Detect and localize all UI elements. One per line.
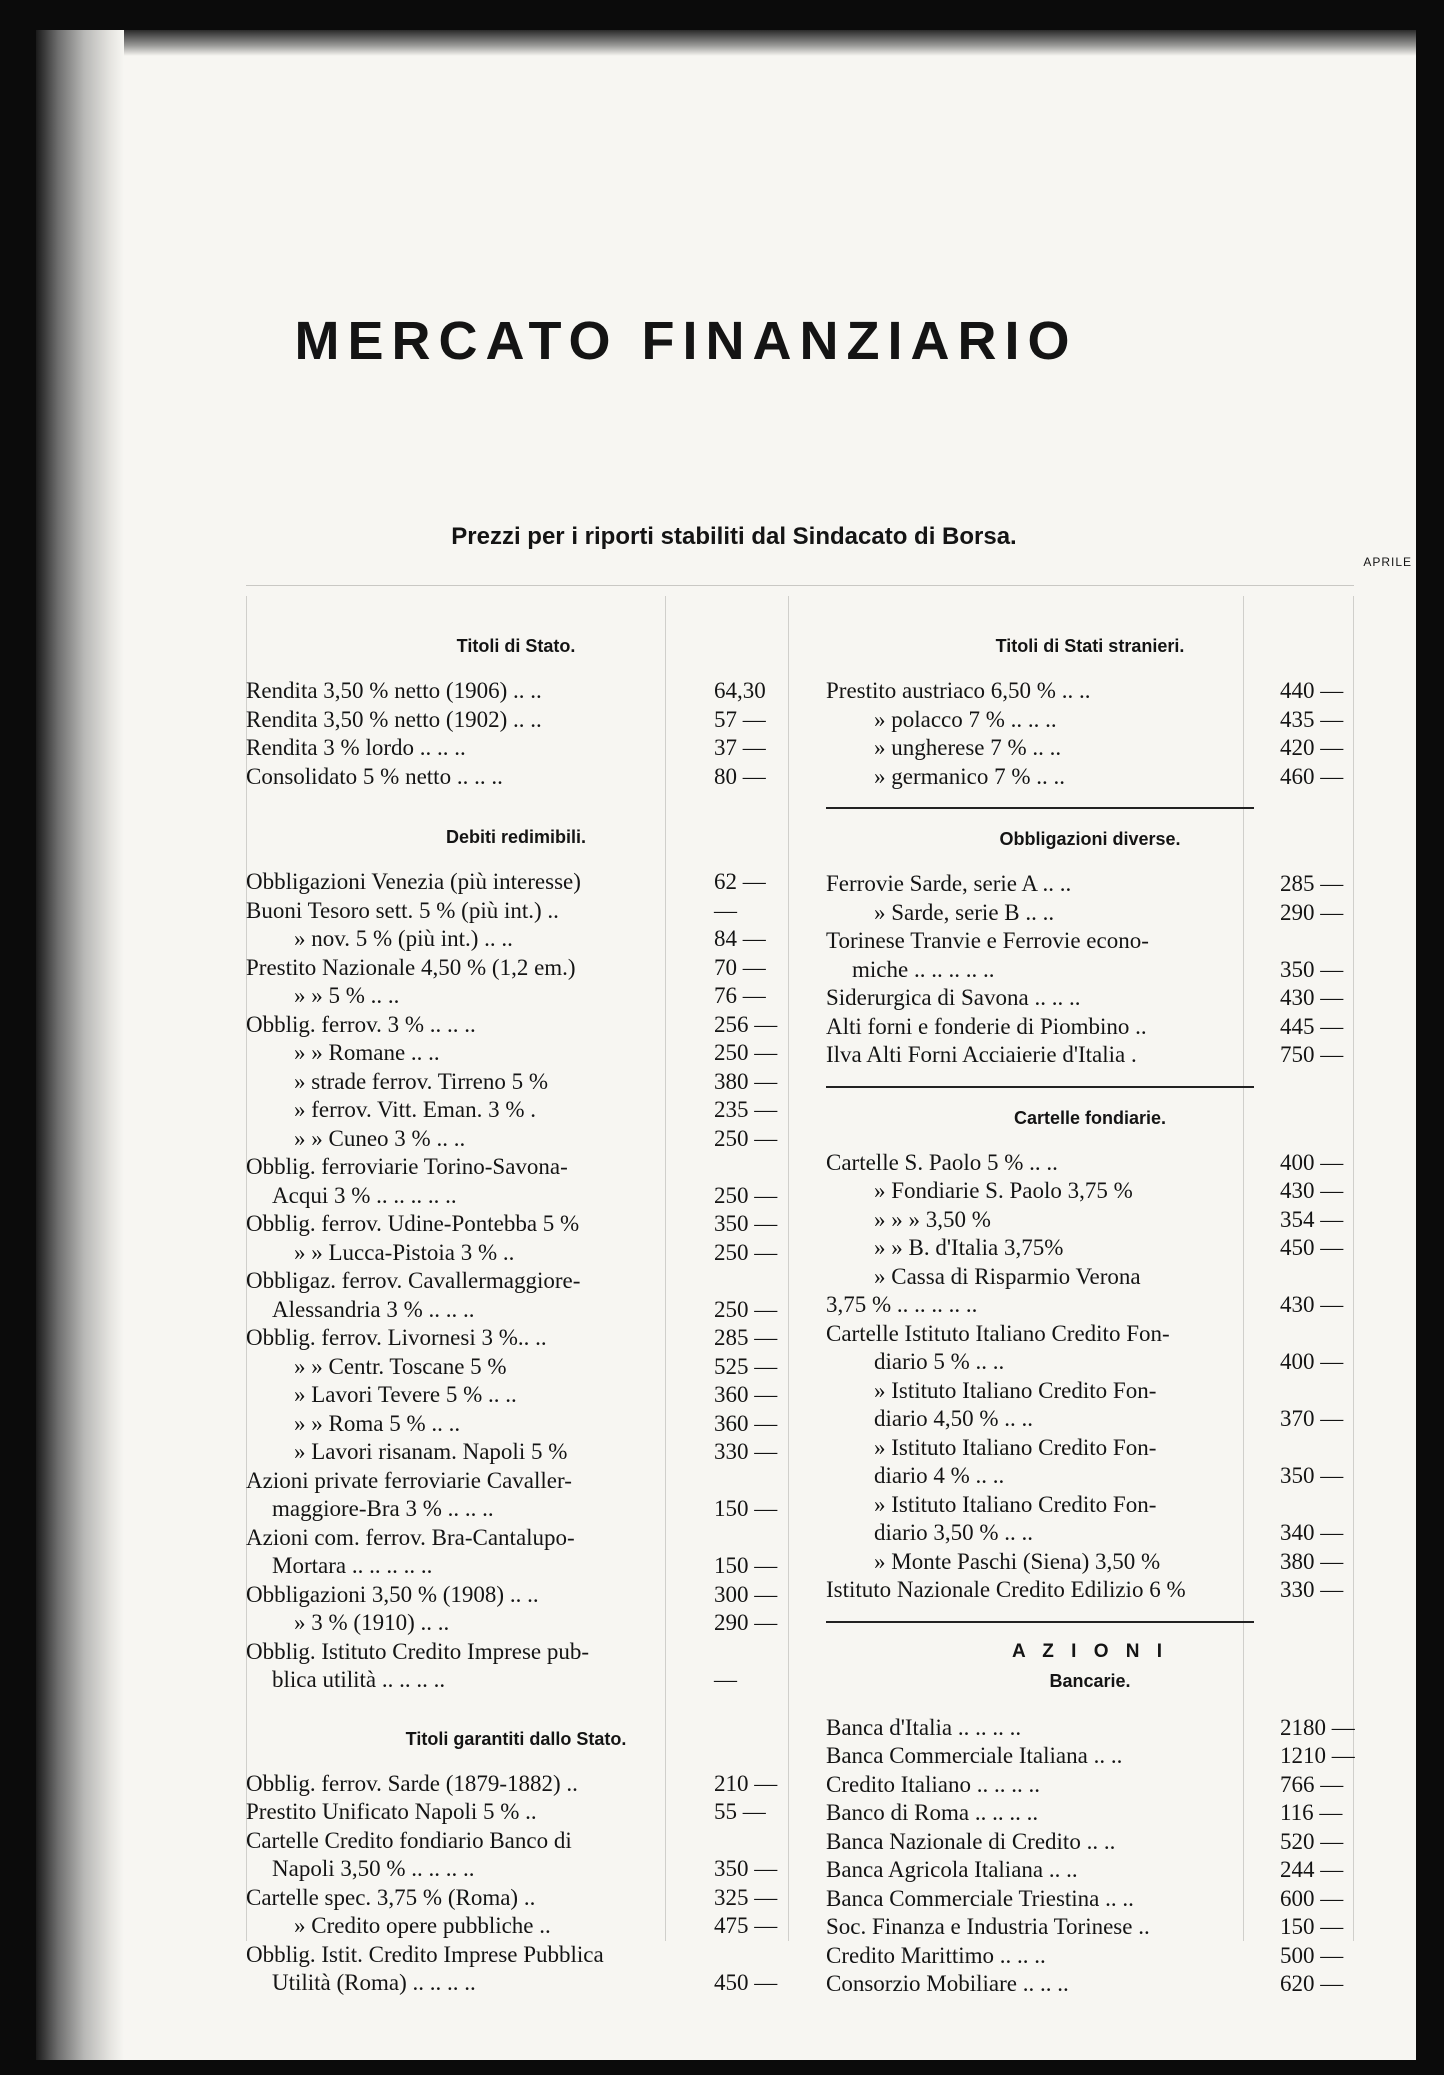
security-name: » 3 % (1910) .. ..: [294, 1610, 450, 1635]
security-name: Credito Italiano .. .. .. ..: [826, 1771, 1040, 1797]
price-value: 350 —: [714, 1856, 778, 1881]
section-heading: Titoli di Stati stranieri.: [995, 636, 1185, 656]
security-name: diario 5 % .. ..: [874, 1349, 1005, 1374]
price-value: —: [714, 1667, 737, 1692]
security-name: Obblig. Istituto Credito Imprese pub-: [246, 1638, 590, 1664]
security-name: Obblig. ferroviarie Torino-Savona-: [246, 1154, 568, 1179]
price-value: 766 —: [1280, 1771, 1344, 1797]
section-divider: [826, 1621, 1254, 1623]
security-name: Obbligazioni 3,50 % (1908) .. ..: [246, 1581, 539, 1607]
security-name: Rendita 3,50 % netto (1902) .. ..: [246, 706, 542, 732]
price-value: 350 —: [1280, 1463, 1344, 1488]
table-row: [826, 1434, 1354, 1463]
table-row: [826, 1742, 1354, 1771]
price-value: [1268, 1491, 1354, 1520]
table-row: [826, 1348, 1354, 1377]
security-name: Buoni Tesoro sett. 5 % (più int.) ..: [246, 897, 559, 923]
security-name: » Istituto Italiano Credito Fon-: [874, 1377, 1157, 1403]
table-row: [246, 954, 786, 983]
table-row: [246, 706, 786, 735]
section-heading: Titoli garantiti dallo Stato.: [405, 1728, 627, 1749]
security-name: Banca Commerciale Triestina .. ..: [826, 1885, 1134, 1911]
price-value: 330 —: [1280, 1577, 1344, 1602]
price-value: 750 —: [1280, 1042, 1344, 1067]
table-row: [246, 1609, 786, 1638]
table-row: [246, 1267, 786, 1296]
table-row: [826, 677, 1354, 706]
table-row: [246, 1068, 786, 1097]
price-value: 300 —: [714, 1581, 778, 1607]
security-name: Obbligazioni Venezia (più interesse): [246, 869, 581, 894]
table-row: [246, 1381, 786, 1410]
table-row: [246, 1153, 786, 1182]
table-row: [826, 1576, 1354, 1605]
security-name: » strade ferrov. Tirreno 5 %: [294, 1068, 549, 1094]
price-value: 420 —: [1280, 735, 1344, 760]
security-name: Credito Marittimo .. .. ..: [826, 1942, 1046, 1968]
security-name: Banca Agricola Italiana .. ..: [826, 1857, 1078, 1882]
section-subheading: Bancarie.: [1049, 1670, 1131, 1691]
security-name: maggiore-Bra 3 % .. .. ..: [272, 1496, 494, 1521]
table-row: [826, 984, 1354, 1013]
price-value: 435 —: [1280, 706, 1344, 732]
table-row: [826, 1714, 1354, 1743]
price-value: 290 —: [1280, 899, 1344, 925]
section-right-1: [826, 829, 1354, 1070]
security-name: Istituto Nazionale Credito Edilizio 6 %: [826, 1577, 1186, 1602]
price-value: [702, 1827, 786, 1856]
price-value: 500 —: [1280, 1942, 1344, 1968]
security-name: Obblig. ferrov. Livornesi 3 %.. ..: [246, 1325, 547, 1350]
price-value: 340 —: [1280, 1520, 1344, 1545]
table-row: [826, 927, 1354, 956]
price-value: 440 —: [1280, 678, 1344, 703]
security-name: » polacco 7 % .. .. ..: [874, 706, 1057, 732]
price-value: [1268, 927, 1354, 956]
price-value: 250 —: [714, 1125, 778, 1151]
section-left-1: [246, 827, 786, 1695]
security-name: Prestito austriaco 6,50 % .. ..: [826, 678, 1091, 703]
table-row: [826, 1462, 1354, 1491]
price-value: 235 —: [714, 1097, 778, 1122]
price-value: [702, 1267, 786, 1296]
scan-top-edge: [36, 30, 1416, 56]
table-row: [246, 1581, 786, 1610]
table-row: [246, 1855, 786, 1884]
security-name: » germanico 7 % .. ..: [874, 763, 1065, 789]
security-name: diario 4,50 % .. ..: [874, 1406, 1034, 1431]
security-name: » » Roma 5 % .. ..: [294, 1410, 461, 1436]
table-row: [246, 1353, 786, 1382]
price-value: [702, 1524, 786, 1553]
table-row: [246, 1912, 786, 1941]
price-value: [1268, 1434, 1354, 1463]
section-left-0: [246, 636, 786, 791]
security-name: blica utilità .. .. .. ..: [272, 1667, 446, 1692]
table-row: [826, 899, 1354, 928]
table-row: [246, 868, 786, 897]
price-value: 256 —: [714, 1011, 778, 1037]
security-name: Napoli 3,50 % .. .. .. ..: [272, 1856, 475, 1881]
security-name: Ferrovie Sarde, serie A .. ..: [826, 871, 1072, 896]
security-name: Mortara .. .. .. .. ..: [272, 1553, 433, 1578]
section-heading: Debiti redimibili.: [445, 827, 587, 847]
price-value: 285 —: [714, 1325, 778, 1350]
security-name: » » Cuneo 3 % .. ..: [294, 1125, 466, 1151]
month-label: APRILE: [1363, 555, 1412, 569]
table-row: [246, 1239, 786, 1268]
table-row: [246, 897, 786, 926]
security-name: Obblig. Istit. Credito Imprese Pubblica: [246, 1941, 604, 1967]
price-value: 360 —: [714, 1410, 778, 1436]
price-value: 57 —: [714, 706, 766, 732]
table-row: [246, 1666, 786, 1695]
price-value: 450 —: [714, 1970, 778, 1995]
security-name: » nov. 5 % (più int.) .. ..: [294, 926, 513, 951]
table-row: [246, 1524, 786, 1553]
price-value: [702, 1153, 786, 1182]
price-value: [702, 1941, 786, 1970]
table-row: [826, 1377, 1354, 1406]
table-row: [246, 1638, 786, 1667]
price-value: 64,30: [714, 678, 766, 703]
security-name: Consolidato 5 % netto .. .. ..: [246, 763, 503, 789]
section-heading: Cartelle fondiarie.: [1013, 1107, 1167, 1128]
table-row: [826, 1942, 1354, 1971]
price-value: [1268, 1320, 1354, 1349]
security-name: Banca d'Italia .. .. .. ..: [826, 1714, 1022, 1740]
page-subtitle: Prezzi per i riporti stabiliti dal Sindacato di Borsa.: [451, 523, 1017, 550]
section-right-2: [826, 1108, 1354, 1605]
table-row: [246, 1125, 786, 1154]
price-value: 210 —: [714, 1770, 778, 1796]
table-row: [246, 734, 786, 763]
price-value: 350 —: [1280, 956, 1344, 982]
price-value: 70 —: [714, 954, 766, 980]
security-name: » » Lucca-Pistoia 3 % ..: [294, 1239, 515, 1265]
price-value: 80 —: [714, 763, 766, 789]
price-value: 400 —: [1280, 1349, 1344, 1374]
security-name: » » Romane .. ..: [294, 1040, 440, 1065]
security-name: miche .. .. .. .. ..: [852, 956, 995, 982]
security-name: » ferrov. Vitt. Eman. 3 % .: [294, 1097, 536, 1122]
price-value: 330 —: [714, 1439, 778, 1464]
security-name: Cartelle Istituto Italiano Credito Fon-: [826, 1320, 1170, 1346]
price-value: 600 —: [1280, 1885, 1344, 1911]
price-value: 360 —: [714, 1382, 778, 1407]
table-row: [826, 1548, 1354, 1577]
table-row: [826, 1041, 1354, 1070]
security-name: » Sarde, serie B .. ..: [874, 899, 1055, 925]
section-heading: Titoli di Stato.: [456, 636, 576, 656]
price-value: 250 —: [714, 1182, 778, 1208]
security-name: Utilità (Roma) .. .. .. ..: [272, 1970, 476, 1995]
security-name: Alti forni e fonderie di Piombino ..: [826, 1013, 1147, 1039]
price-value: 430 —: [1280, 1178, 1344, 1203]
security-name: » Istituto Italiano Credito Fon-: [874, 1434, 1157, 1460]
security-name: Ilva Alti Forni Acciaierie d'Italia .: [826, 1042, 1137, 1067]
security-name: » » » 3,50 %: [874, 1206, 991, 1232]
price-value: 450 —: [1280, 1235, 1344, 1260]
price-value: 290 —: [714, 1610, 778, 1635]
price-value: 37 —: [714, 735, 766, 760]
security-name: Obbligaz. ferrov. Cavallermaggiore-: [246, 1268, 581, 1293]
table-row: [826, 1771, 1354, 1800]
security-name: Rendita 3,50 % netto (1906) .. ..: [246, 678, 542, 703]
right-column: [826, 586, 1355, 1996]
price-value: 380 —: [1280, 1548, 1344, 1574]
table-row: [826, 1970, 1354, 1999]
table-row: [246, 1798, 786, 1827]
price-value: [1268, 1377, 1354, 1406]
security-name: Prestito Nazionale 4,50 % (1,2 em.): [246, 954, 576, 980]
price-value: 2180 —: [1280, 1714, 1355, 1740]
price-value: [702, 1467, 786, 1496]
security-name: Cartelle S. Paolo 5 % .. ..: [826, 1149, 1058, 1175]
price-value: 525 —: [714, 1353, 778, 1379]
security-name: » Lavori risanam. Napoli 5 %: [294, 1439, 568, 1464]
section-right-3: [826, 1641, 1354, 1999]
security-name: » » Centr. Toscane 5 %: [294, 1353, 507, 1379]
price-value: 1210 —: [1280, 1743, 1355, 1768]
table-row: [246, 1552, 786, 1581]
security-name: Obblig. ferrov. Udine-Pontebba 5 %: [246, 1211, 580, 1236]
table-row: [826, 1013, 1354, 1042]
left-column: [246, 586, 786, 1995]
table-row: [246, 1969, 786, 1998]
table-row: [246, 1039, 786, 1068]
table-row: [246, 677, 786, 706]
security-name: Cartelle spec. 3,75 % (Roma) ..: [246, 1884, 536, 1910]
table-row: [826, 1206, 1354, 1235]
table-row: [246, 1770, 786, 1799]
table-row: [826, 1885, 1354, 1914]
price-value: 620 —: [1280, 1971, 1344, 1996]
security-name: diario 3,50 % .. ..: [874, 1520, 1034, 1545]
price-value: 325 —: [714, 1884, 778, 1910]
security-name: » » B. d'Italia 3,75%: [874, 1235, 1064, 1260]
price-value: 460 —: [1280, 763, 1344, 789]
security-name: » » 5 % .. ..: [294, 983, 400, 1008]
security-name: Prestito Unificato Napoli 5 % ..: [246, 1799, 537, 1824]
section-left-2: [246, 1729, 786, 1998]
price-value: 445 —: [1280, 1013, 1344, 1039]
security-name: Alessandria 3 % .. .. ..: [272, 1296, 475, 1322]
security-name: Acqui 3 % .. .. .. .. ..: [272, 1182, 457, 1208]
section-heading: Obbligazioni diverse.: [999, 829, 1181, 849]
price-value: 430 —: [1280, 1292, 1344, 1317]
table-row: [826, 870, 1354, 899]
price-table: [246, 585, 1355, 1996]
table-row: [246, 1495, 786, 1524]
price-value: [1268, 1263, 1354, 1292]
price-value: 370 —: [1280, 1406, 1344, 1431]
security-name: » ungherese 7 % .. ..: [874, 735, 1062, 760]
price-value: 380 —: [714, 1068, 778, 1094]
security-name: Azioni private ferroviarie Cavaller-: [246, 1467, 572, 1493]
table-row: [246, 1467, 786, 1496]
security-name: Obblig. ferrov. Sarde (1879-1882) ..: [246, 1770, 578, 1796]
table-row: [246, 925, 786, 954]
table-row: [826, 734, 1354, 763]
table-row: [826, 1291, 1354, 1320]
price-value: 150 —: [1280, 1914, 1344, 1939]
security-name: Rendita 3 % lordo .. .. ..: [246, 735, 466, 760]
price-value: 250 —: [714, 1040, 778, 1065]
section-divider: [826, 1086, 1254, 1088]
price-value: 285 —: [1280, 871, 1344, 896]
security-name: » Cassa di Risparmio Verona: [874, 1263, 1141, 1289]
security-name: Obblig. ferrov. 3 % .. .. ..: [246, 1011, 476, 1037]
security-name: Azioni com. ferrov. Bra-Cantalupo-: [246, 1524, 575, 1550]
table-row: [246, 1941, 786, 1970]
price-value: 250 —: [714, 1296, 778, 1322]
section-divider: [826, 807, 1254, 809]
table-row: [246, 763, 786, 792]
table-row: [826, 1799, 1354, 1828]
table-row: [826, 763, 1354, 792]
price-value: 250 —: [714, 1239, 778, 1265]
price-value: 475 —: [714, 1913, 778, 1938]
table-row: [826, 1491, 1354, 1520]
security-name: Cartelle Credito fondiario Banco di: [246, 1827, 572, 1853]
security-name: Banca Commerciale Italiana .. ..: [826, 1743, 1123, 1768]
table-row: [246, 1210, 786, 1239]
security-name: » Fondiarie S. Paolo 3,75 %: [874, 1178, 1133, 1203]
price-value: 350 —: [714, 1211, 778, 1236]
price-value: 55 —: [714, 1799, 766, 1824]
price-value: 520 —: [1280, 1828, 1344, 1854]
table-row: [826, 1149, 1354, 1178]
table-row: [826, 1177, 1354, 1206]
table-row: [826, 1263, 1354, 1292]
security-name: » Monte Paschi (Siena) 3,50 %: [874, 1548, 1161, 1574]
table-row: [826, 1519, 1354, 1548]
table-row: [246, 1324, 786, 1353]
table-row: [826, 1856, 1354, 1885]
price-value: 354 —: [1280, 1206, 1344, 1232]
security-name: » Credito opere pubbliche ..: [294, 1913, 551, 1938]
security-name: Soc. Finanza e Industria Torinese ..: [826, 1914, 1150, 1939]
table-row: [826, 1320, 1354, 1349]
security-name: Siderurgica di Savona .. .. ..: [826, 985, 1081, 1010]
table-row: [826, 1405, 1354, 1434]
table-row: [826, 956, 1354, 985]
security-name: diario 4 % .. ..: [874, 1463, 1005, 1488]
price-value: 150 —: [714, 1553, 778, 1578]
table-row: [246, 1410, 786, 1439]
table-row: [246, 1438, 786, 1467]
price-value: 76 —: [714, 983, 766, 1008]
price-value: [702, 1638, 786, 1667]
security-name: Torinese Tranvie e Ferrovie econo-: [826, 928, 1149, 953]
security-name: Consorzio Mobiliare .. .. ..: [826, 1971, 1069, 1996]
table-row: [826, 1234, 1354, 1263]
security-name: Banco di Roma .. .. .. ..: [826, 1800, 1039, 1825]
price-value: 400 —: [1280, 1149, 1344, 1175]
price-value: 116 —: [1280, 1800, 1343, 1825]
table-row: [246, 1296, 786, 1325]
section-heading: A Z I O N I: [1011, 1640, 1169, 1662]
security-name: » Lavori Tevere 5 % .. ..: [294, 1382, 517, 1407]
table-row: [826, 706, 1354, 735]
table-row: [246, 1827, 786, 1856]
table-row: [246, 1182, 786, 1211]
table-row: [826, 1913, 1354, 1942]
table-row: [246, 1884, 786, 1913]
table-row: [246, 1011, 786, 1040]
security-name: Banca Nazionale di Credito .. ..: [826, 1828, 1116, 1854]
table-row: [826, 1828, 1354, 1857]
security-name: 3,75 % .. .. .. .. ..: [826, 1292, 978, 1317]
price-value: —: [714, 897, 737, 923]
section-right-0: [826, 636, 1354, 791]
page-title: MERCATO FINANZIARIO: [294, 311, 1078, 371]
security-name: » Istituto Italiano Credito Fon-: [874, 1491, 1157, 1517]
price-value: 62 —: [714, 869, 766, 894]
price-value: 244 —: [1280, 1857, 1344, 1882]
price-value: 150 —: [714, 1496, 778, 1521]
price-value: 84 —: [714, 926, 766, 951]
price-value: 430 —: [1280, 985, 1344, 1010]
table-row: [246, 982, 786, 1011]
table-row: [246, 1096, 786, 1125]
